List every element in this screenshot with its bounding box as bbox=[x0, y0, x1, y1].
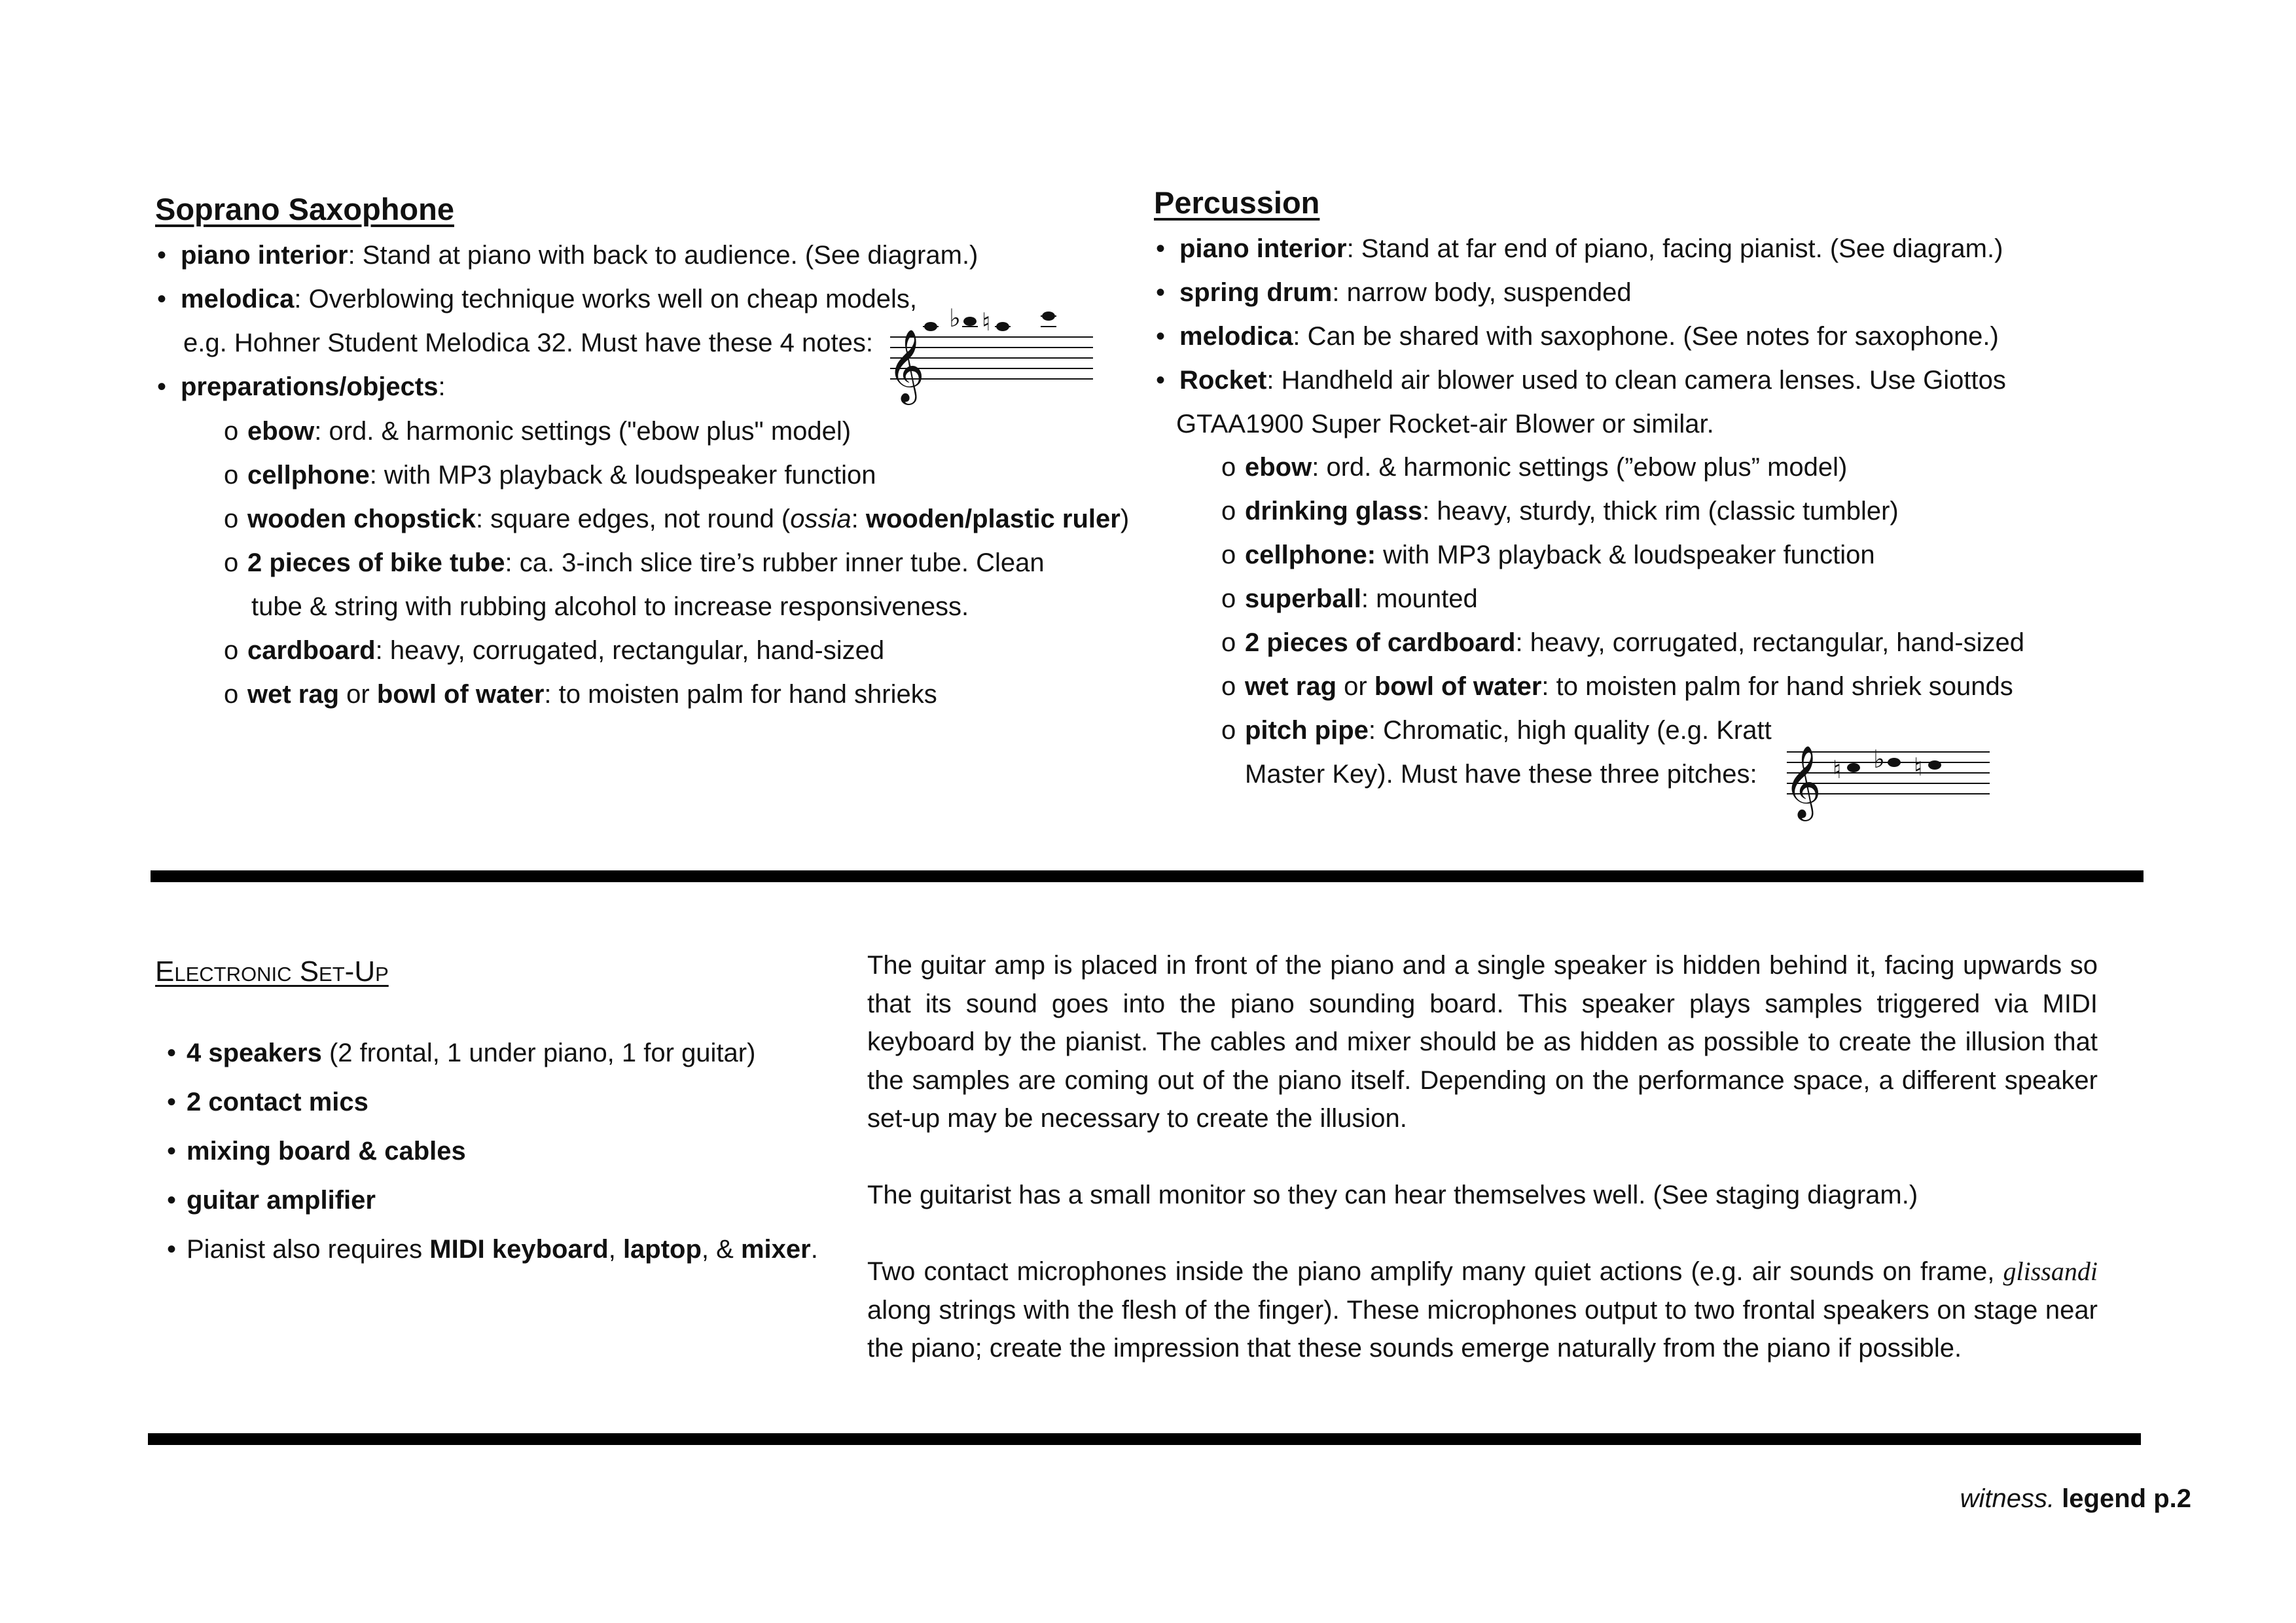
sax-sub-ebow: o ebow: ord. & harmonic settings ("ebow plus" model) bbox=[224, 414, 851, 448]
elec-item-pianist: • Pianist also requires MIDI keyboard, laptop, & mixer. bbox=[167, 1232, 818, 1266]
perc-item-piano-interior: • piano interior: Stand at far end of piano, facing pianist. (See diagram.) bbox=[1156, 232, 2003, 266]
natural-icon: ♮ bbox=[982, 308, 991, 336]
sub-bullet-icon: o bbox=[1221, 672, 1236, 701]
saxophone-heading: Soprano Saxophone bbox=[155, 192, 454, 226]
flat-icon: ♭ bbox=[1873, 745, 1885, 774]
note-head bbox=[1928, 760, 1941, 770]
sub-bullet-icon: o bbox=[224, 505, 239, 533]
perc-sub-ebow: o ebow: ord. & harmonic settings (”ebow plus” model) bbox=[1221, 450, 1847, 484]
bullet-icon: • bbox=[167, 1186, 177, 1215]
perc-sub-drinking-glass: o drinking glass: heavy, sturdy, thick rim (classic tumbler) bbox=[1221, 494, 1899, 528]
sax-sub-cellphone: o cellphone: with MP3 playback & loudspeaker function bbox=[224, 458, 876, 492]
page-footer bbox=[1960, 1484, 2191, 1514]
elec-item-contact-mics: • 2 contact mics bbox=[167, 1085, 368, 1119]
sax-melodica-continuation: e.g. Hohner Student Melodica 32. Must have these 4 notes: bbox=[183, 329, 873, 357]
sax-item-preparations: • preparations/objects: bbox=[157, 370, 446, 404]
note-head bbox=[924, 322, 937, 331]
elec-item-mixing-board: • mixing board & cables bbox=[167, 1134, 466, 1168]
natural-icon: ♮ bbox=[1914, 753, 1923, 781]
sub-bullet-icon: o bbox=[1221, 497, 1236, 526]
sub-bullet-icon: o bbox=[224, 680, 239, 709]
perc-sub-cardboard: o 2 pieces of cardboard: heavy, corrugated, rectangular, hand-sized bbox=[1221, 626, 2024, 660]
perc-sub-superball: o superball: mounted bbox=[1221, 582, 1478, 616]
note-head bbox=[1888, 758, 1901, 767]
flat-icon: ♭ bbox=[949, 304, 961, 332]
bullet-icon: • bbox=[1156, 322, 1166, 351]
electronic-paragraph-2: The guitarist has a small monitor so they can hear themselves well. (See staging diagram.) bbox=[867, 1181, 1918, 1209]
bullet-icon: • bbox=[167, 1039, 177, 1067]
electronic-paragraph-1: The guitar amp is placed in front of the piano and a single speaker is hidden behind it, facing upwards so that its sound goes into the piano sounding board. This speaker plays samples triggered via MIDI keyboard by the pianist. The cables and mixer should be as hidden as possible to create the illusion that the samples are coming out of the piano itself. Depending on the performance space, a different speaker set-up may be necessary to create the illusion. bbox=[867, 951, 2098, 1133]
sub-bullet-icon: o bbox=[1221, 541, 1236, 569]
perc-pitch-pipe-continuation: Master Key). Must have these three pitches: bbox=[1245, 760, 1757, 789]
sub-bullet-icon: o bbox=[224, 548, 239, 577]
sax-bike-tube-continuation: tube & string with rubbing alcohol to increase responsiveness. bbox=[251, 592, 969, 621]
sub-bullet-icon: o bbox=[1221, 716, 1236, 745]
footer-label: legend p.2 bbox=[2062, 1484, 2191, 1513]
sax-sub-cardboard: o cardboard: heavy, corrugated, rectangular, hand-sized bbox=[224, 633, 884, 668]
section-divider-top bbox=[151, 870, 2144, 882]
elec-item-speakers: • 4 speakers (2 frontal, 1 under piano, 1 for guitar) bbox=[167, 1036, 755, 1070]
sax-sub-wet-rag: o wet rag or bowl of water: to moisten palm for hand shrieks bbox=[224, 677, 937, 711]
melodica-notes-staff bbox=[884, 298, 1100, 402]
sax-item-piano-interior: • piano interior: Stand at piano with back to audience. (See diagram.) bbox=[157, 238, 978, 272]
perc-sub-pitch-pipe: o pitch pipe: Chromatic, high quality (e.g. Kratt bbox=[1221, 713, 1772, 747]
sub-bullet-icon: o bbox=[1221, 628, 1236, 657]
note-head bbox=[996, 322, 1009, 331]
perc-rocket-continuation: GTAA1900 Super Rocket-air Blower or similar. bbox=[1176, 410, 1714, 438]
bullet-icon: • bbox=[167, 1088, 177, 1116]
note-head bbox=[963, 317, 977, 326]
elec-item-guitar-amp: • guitar amplifier bbox=[167, 1183, 376, 1217]
bullet-icon: • bbox=[167, 1137, 177, 1166]
sax-item-melodica: • melodica: Overblowing technique works well on cheap models, bbox=[157, 282, 917, 316]
bullet-icon: • bbox=[1156, 366, 1166, 395]
sub-bullet-icon: o bbox=[1221, 584, 1236, 613]
bullet-icon: • bbox=[1156, 278, 1166, 307]
treble-clef-icon: 𝄞 bbox=[1784, 745, 1821, 818]
footer-title: witness. bbox=[1960, 1484, 2055, 1513]
sax-sub-chopstick: o wooden chopstick: square edges, not round (ossia: wooden/plastic ruler) bbox=[224, 502, 1129, 536]
pitch-pipe-notes-staff bbox=[1780, 723, 1996, 821]
sub-bullet-icon: o bbox=[224, 417, 239, 446]
sub-bullet-icon: o bbox=[1221, 453, 1236, 482]
section-divider-bottom bbox=[148, 1433, 2141, 1445]
percussion-heading: Percussion bbox=[1154, 185, 1320, 220]
perc-item-melodica: • melodica: Can be shared with saxophone. (See notes for saxophone.) bbox=[1156, 319, 1999, 353]
perc-item-rocket: • Rocket: Handheld air blower used to clean camera lenses. Use Giottos bbox=[1156, 363, 2006, 397]
natural-icon: ♮ bbox=[1833, 755, 1842, 784]
electronic-paragraph-3: Two contact microphones inside the piano amplify many quiet actions (e.g. air sounds on frame, glissandi along strings with the flesh of the finger). These microphones output to two frontal speakers on stage near the piano; create the impression that these sounds emerge naturally from the piano if possible. bbox=[867, 1257, 2098, 1363]
bullet-icon: • bbox=[167, 1235, 177, 1264]
electronic-heading: Electronic Set-Up bbox=[155, 955, 389, 988]
sub-bullet-icon: o bbox=[224, 461, 239, 490]
perc-item-spring-drum: • spring drum: narrow body, suspended bbox=[1156, 276, 1632, 310]
perc-sub-wet-rag: o wet rag or bowl of water: to moisten palm for hand shriek sounds bbox=[1221, 669, 2013, 704]
note-head bbox=[1847, 763, 1860, 772]
sub-bullet-icon: o bbox=[224, 636, 239, 665]
bullet-icon: • bbox=[1156, 234, 1166, 263]
bullet-icon: • bbox=[157, 241, 167, 270]
bullet-icon: • bbox=[157, 285, 167, 313]
perc-sub-cellphone: o cellphone: with MP3 playback & loudspeaker function bbox=[1221, 538, 1875, 572]
bullet-icon: • bbox=[157, 372, 167, 401]
treble-clef-icon: 𝄞 bbox=[888, 329, 925, 402]
sax-sub-bike-tube: o 2 pieces of bike tube: ca. 3-inch slice tire’s rubber inner tube. Clean bbox=[224, 546, 1045, 580]
